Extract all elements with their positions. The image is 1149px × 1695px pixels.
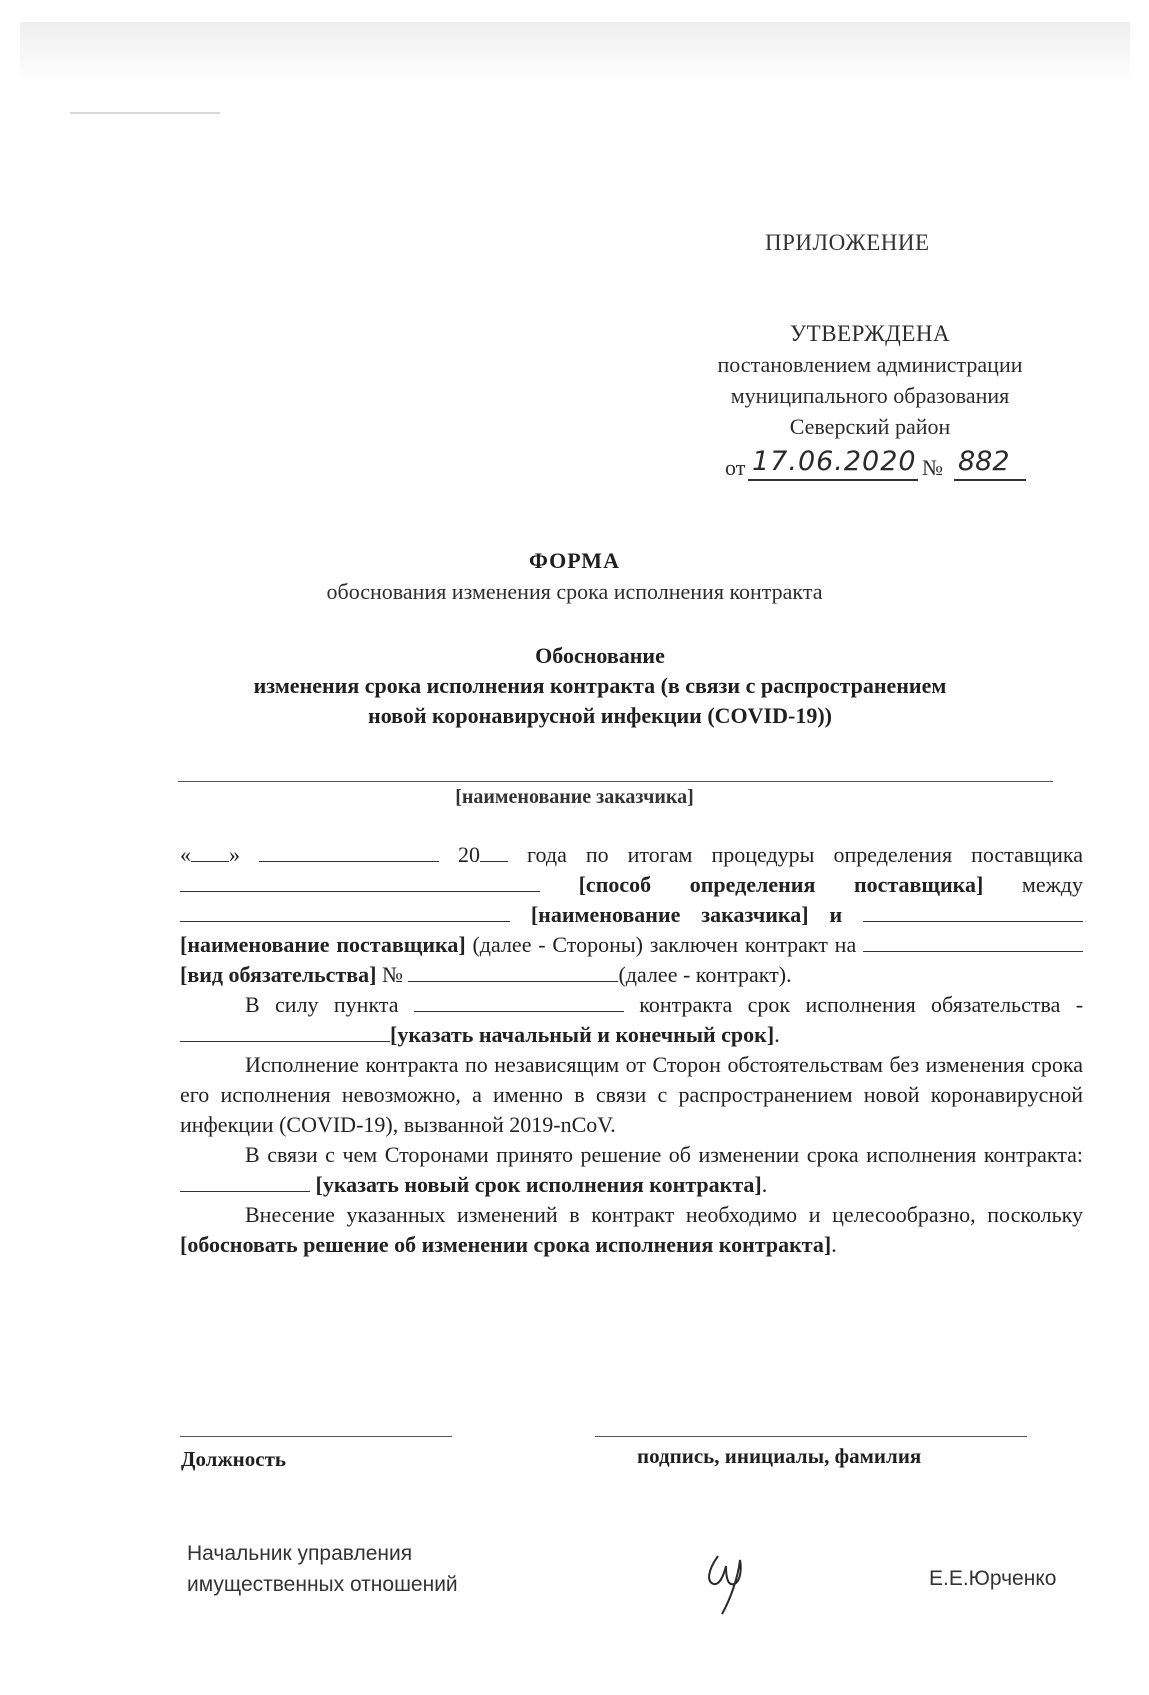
approved-line-1: постановлением администрации xyxy=(717,352,1023,377)
placeholder-supplier: [наименование поставщика] xyxy=(180,932,466,957)
placeholder-new-term: [указать новый срок исполнения контракта] xyxy=(315,1172,762,1197)
approval-block xyxy=(640,318,1100,486)
official-position-line-2: имущественных отношений xyxy=(187,1573,458,1596)
paragraph-decision xyxy=(180,1140,1083,1200)
placeholder-customer: [наименование заказчика] xyxy=(530,902,809,927)
signature-label: подпись, инициалы, фамилия xyxy=(637,1444,922,1468)
scan-noise-line xyxy=(70,112,220,114)
position-line xyxy=(180,1436,452,1437)
appendix-heading: ПРИЛОЖЕНИЕ xyxy=(765,230,930,255)
approved-line-2: муниципального образования xyxy=(730,383,1010,408)
placeholder-procedure-method: [способ определения поставщика] xyxy=(578,872,984,897)
position-label: Должность xyxy=(181,1447,287,1471)
approved-line-3: Северский район xyxy=(789,414,951,439)
text-procedure: года по итогам процедуры определения поставщика xyxy=(527,842,1084,867)
blank-day xyxy=(191,841,229,862)
handwritten-date: 17.06.2020 xyxy=(752,446,917,477)
justification-title-line-3: новой коронавирусной инфекции (COVID-19)) xyxy=(368,703,832,728)
blank-clause xyxy=(414,991,624,1012)
date-prefix: от xyxy=(725,455,746,480)
justification-title-line-1: Обоснование xyxy=(535,643,665,668)
year-prefix: 20 xyxy=(458,842,481,867)
official-position xyxy=(187,1538,458,1600)
text-term-obligation: контракта срок исполнения обязательства - xyxy=(639,992,1084,1017)
signature-line xyxy=(595,1436,1027,1437)
justification-title-line-2: изменения срока исполнения контракта (в связи с распространением xyxy=(253,673,947,698)
blank-new-term xyxy=(180,1171,310,1192)
period-mark: . xyxy=(831,1232,837,1257)
blank-contract-number xyxy=(408,961,618,982)
period-mark: . xyxy=(761,1172,768,1197)
text-between: между xyxy=(1021,872,1084,897)
date-underline xyxy=(748,479,918,481)
paragraph-impossibility: Исполнение контракта по независящим от Сторон обстоятельствам без изменения срока его исполнения невозможно, а именно в связи с распространением новой коронавирусной инфекции (COVID-19), вызванной 2019-nCoV. xyxy=(180,1052,1083,1137)
paragraph-contract-details xyxy=(180,840,1083,990)
official-name: Е.Е.Юрченко xyxy=(929,1567,1057,1590)
blank-procedure-method xyxy=(180,871,540,892)
justification-title xyxy=(150,641,1050,731)
customer-name-line xyxy=(178,781,1053,782)
blank-year xyxy=(480,841,508,862)
text-hereinafter-contract: (далее - контракт). xyxy=(618,962,792,987)
handwritten-number: 882 xyxy=(958,446,1010,477)
official-position-line-1: Начальник управления xyxy=(187,1542,413,1565)
quote-open: « xyxy=(180,842,191,867)
text-by-virtue: В силу пункта xyxy=(245,992,399,1017)
form-body xyxy=(180,840,1083,1260)
customer-name-label: [наименование заказчика] xyxy=(455,786,694,808)
scan-noise-top xyxy=(20,22,1130,77)
text-and: и xyxy=(829,902,843,927)
text-decision: В связи с чем Сторонами принято решение об изменении срока исполнения контракта: xyxy=(245,1142,1083,1167)
blank-term xyxy=(180,1021,390,1042)
number-underline xyxy=(954,479,1026,481)
text-necessity: Внесение указанных изменений в контракт необходимо и целесообразно, поскольку xyxy=(245,1202,1083,1227)
placeholder-term: [указать начальный и конечный срок] xyxy=(390,1022,775,1047)
number-sign: № xyxy=(922,455,943,480)
resolution-date-line xyxy=(640,446,1100,486)
approved-title: УТВЕРЖДЕНА xyxy=(789,321,951,346)
handwritten-signature xyxy=(700,1548,760,1618)
blank-obligation-type xyxy=(863,931,1083,952)
contract-number-sign: № xyxy=(381,962,403,987)
period-mark: . xyxy=(774,1022,780,1047)
blank-supplier xyxy=(863,901,1083,922)
placeholder-justify-decision: [обосновать решение об изменении срока исполнения контракта] xyxy=(180,1232,832,1257)
blank-month xyxy=(259,841,439,862)
paragraph-justification xyxy=(180,1200,1083,1260)
form-title: ФОРМА xyxy=(529,548,620,573)
blank-customer xyxy=(180,901,510,922)
text-parties-contract: (далее - Стороны) заключен контракт на xyxy=(472,932,857,957)
paragraph-contract-term xyxy=(180,990,1083,1050)
form-subtitle: обоснования изменения срока исполнения контракта xyxy=(326,579,823,604)
placeholder-obligation-type: [вид обязательства] xyxy=(180,962,377,987)
quote-close: » xyxy=(229,842,240,867)
